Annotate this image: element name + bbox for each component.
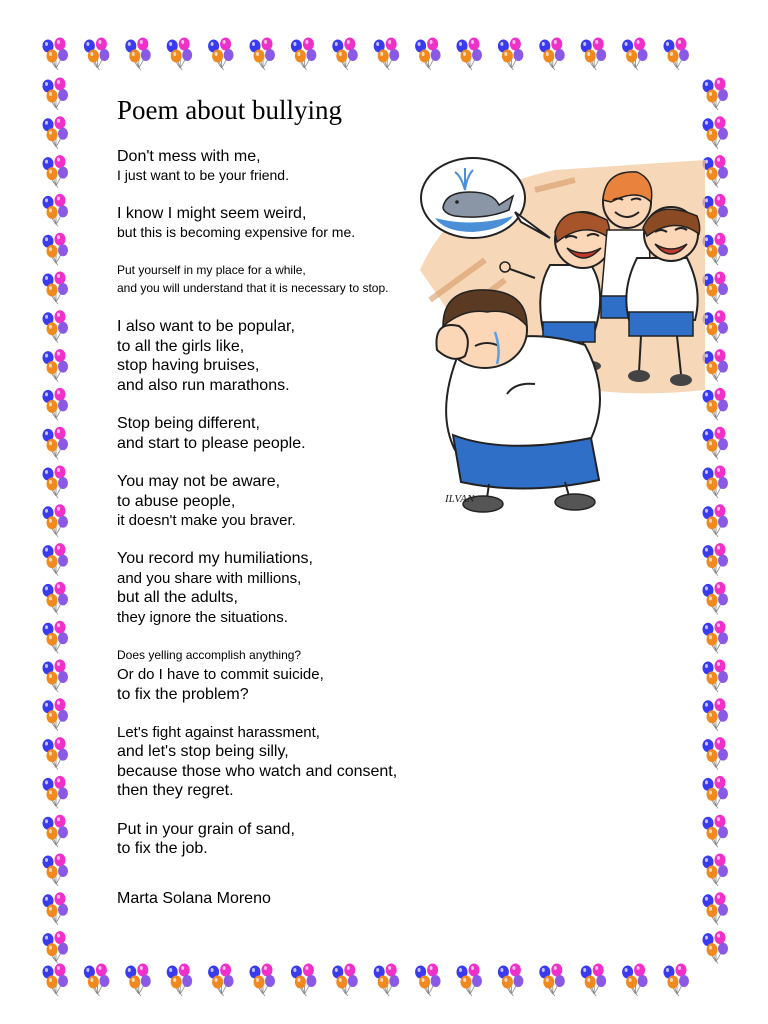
balloon-cluster-icon	[43, 194, 69, 227]
balloon-cluster-icon	[622, 38, 648, 71]
balloon-cluster-icon	[43, 116, 69, 149]
balloon-cluster-icon	[84, 964, 110, 997]
author-name: Marta Solana Moreno	[117, 890, 271, 907]
balloon-cluster-icon	[43, 737, 69, 770]
balloon-cluster-icon	[43, 854, 69, 887]
balloon-cluster-icon	[703, 194, 729, 227]
balloon-cluster-icon	[43, 466, 69, 499]
balloon-cluster-icon	[703, 698, 729, 731]
balloon-cluster-icon	[43, 78, 69, 111]
balloon-cluster-icon	[415, 38, 441, 71]
poem-line: it doesn't make you braver.	[117, 512, 296, 529]
balloon-cluster-icon	[332, 964, 358, 997]
stanza-1	[117, 147, 447, 185]
balloon-cluster-icon	[703, 427, 729, 460]
balloon-cluster-icon	[703, 543, 729, 576]
balloon-cluster-icon	[43, 543, 69, 576]
balloon-cluster-icon	[703, 116, 729, 149]
balloon-cluster-icon	[703, 815, 729, 848]
balloon-cluster-icon	[43, 38, 69, 71]
balloon-cluster-icon	[581, 38, 607, 71]
stanza-10	[117, 820, 447, 859]
balloon-cluster-icon	[291, 964, 317, 997]
stanza-6	[117, 472, 447, 530]
poem-line: Stop being different,	[117, 415, 260, 432]
balloon-cluster-icon	[703, 892, 729, 925]
poem-line: Does yelling accomplish anything?	[117, 648, 302, 662]
balloon-cluster-icon	[332, 38, 358, 71]
poem-line: Let's fight against harassment,	[117, 724, 320, 741]
balloon-cluster-icon	[43, 892, 69, 925]
balloon-cluster-icon	[703, 466, 729, 499]
stanza-9	[117, 723, 447, 801]
stanza-8	[117, 645, 447, 705]
balloon-cluster-icon	[703, 388, 729, 421]
poem-body	[117, 147, 447, 859]
balloon-cluster-icon	[703, 854, 729, 887]
balloon-cluster-icon	[457, 964, 483, 997]
balloon-cluster-icon	[250, 38, 276, 71]
balloon-cluster-icon	[43, 155, 69, 188]
balloon-cluster-icon	[43, 621, 69, 654]
poem-line: I know I might seem weird,	[117, 205, 307, 222]
balloon-cluster-icon	[250, 964, 276, 997]
poem-line: I just want to be your friend.	[117, 167, 289, 183]
balloon-cluster-icon	[664, 38, 690, 71]
balloon-cluster-icon	[125, 964, 151, 997]
balloon-cluster-icon	[43, 660, 69, 693]
balloon-cluster-icon	[43, 427, 69, 460]
balloon-cluster-icon	[664, 964, 690, 997]
poem-line: because those who watch and consent,	[117, 762, 398, 780]
balloon-cluster-icon	[703, 504, 729, 537]
balloon-cluster-icon	[208, 38, 234, 71]
crying-boy-bullies-illustration	[415, 150, 705, 522]
poem-line: and also run marathons.	[117, 376, 290, 394]
illustration-signature: ILVAN	[445, 493, 475, 505]
poem-line: they ignore the situations.	[117, 608, 288, 626]
poem-line: to fix the problem?	[117, 686, 249, 703]
balloon-cluster-icon	[703, 272, 729, 305]
balloon-cluster-icon	[622, 964, 648, 997]
balloon-cluster-icon	[703, 621, 729, 654]
balloon-cluster-icon	[581, 964, 607, 997]
balloon-cluster-icon	[703, 931, 729, 964]
poem-line: and you will understand that it is necessary to stop.	[117, 281, 389, 295]
balloon-cluster-icon	[457, 38, 483, 71]
balloon-cluster-icon	[539, 38, 565, 71]
balloon-cluster-icon	[703, 310, 729, 343]
poem-line: but all the adults,	[117, 589, 238, 606]
balloon-cluster-icon	[703, 776, 729, 809]
balloon-cluster-icon	[291, 38, 317, 71]
balloon-cluster-icon	[703, 660, 729, 693]
balloon-cluster-icon	[43, 931, 69, 964]
poem-line: to all the girls like,	[117, 337, 245, 355]
balloon-cluster-icon	[498, 964, 524, 997]
balloon-cluster-icon	[703, 737, 729, 770]
stanza-5	[117, 414, 447, 453]
balloon-cluster-icon	[703, 233, 729, 266]
balloon-cluster-icon	[43, 349, 69, 382]
poem-line: stop having bruises,	[117, 357, 260, 374]
balloon-cluster-icon	[43, 964, 69, 997]
balloon-cluster-icon	[43, 582, 69, 615]
balloon-cluster-icon	[415, 964, 441, 997]
poem-line: and you share with millions,	[117, 569, 302, 587]
stanza-4	[117, 317, 447, 395]
poem-line: I also want to be popular,	[117, 318, 295, 335]
stanza-2	[117, 204, 447, 242]
poem-line: You may not be aware,	[117, 473, 281, 490]
balloon-cluster-icon	[703, 78, 729, 111]
poem-line: Or do I have to commit suicide,	[117, 666, 324, 683]
poem-line: then they regret.	[117, 782, 234, 799]
poem-line: You record my humiliations,	[117, 550, 313, 567]
balloon-cluster-icon	[43, 815, 69, 848]
page-title: Poem about bullying	[117, 95, 342, 125]
balloon-cluster-icon	[43, 388, 69, 421]
balloon-cluster-icon	[43, 233, 69, 266]
balloon-cluster-icon	[208, 964, 234, 997]
balloon-cluster-icon	[703, 349, 729, 382]
balloon-cluster-icon	[43, 272, 69, 305]
poem-line: Put yourself in my place for a while,	[117, 263, 306, 277]
balloon-cluster-icon	[374, 964, 400, 997]
poem-line: to fix the job.	[117, 840, 208, 857]
stanza-7	[117, 549, 447, 627]
balloon-cluster-icon	[43, 310, 69, 343]
balloon-cluster-icon	[374, 38, 400, 71]
balloon-cluster-icon	[167, 38, 193, 71]
balloon-cluster-icon	[167, 964, 193, 997]
poem-line: Put in your grain of sand,	[117, 820, 295, 838]
balloon-cluster-icon	[125, 38, 151, 71]
balloon-cluster-icon	[43, 504, 69, 537]
balloon-cluster-icon	[703, 155, 729, 188]
poem-line: Don't mess with me,	[117, 148, 261, 165]
balloon-cluster-icon	[84, 38, 110, 71]
balloon-cluster-icon	[539, 964, 565, 997]
poem-line: but this is becoming expensive for me.	[117, 224, 356, 240]
balloon-cluster-icon	[703, 582, 729, 615]
poem-line: to abuse people,	[117, 492, 236, 510]
balloon-cluster-icon	[498, 38, 524, 71]
balloon-cluster-icon	[43, 776, 69, 809]
stanza-3	[117, 261, 447, 297]
poem-line: and let's stop being silly,	[117, 743, 289, 760]
balloon-cluster-icon	[43, 698, 69, 731]
poem-line: and start to please people.	[117, 434, 306, 452]
